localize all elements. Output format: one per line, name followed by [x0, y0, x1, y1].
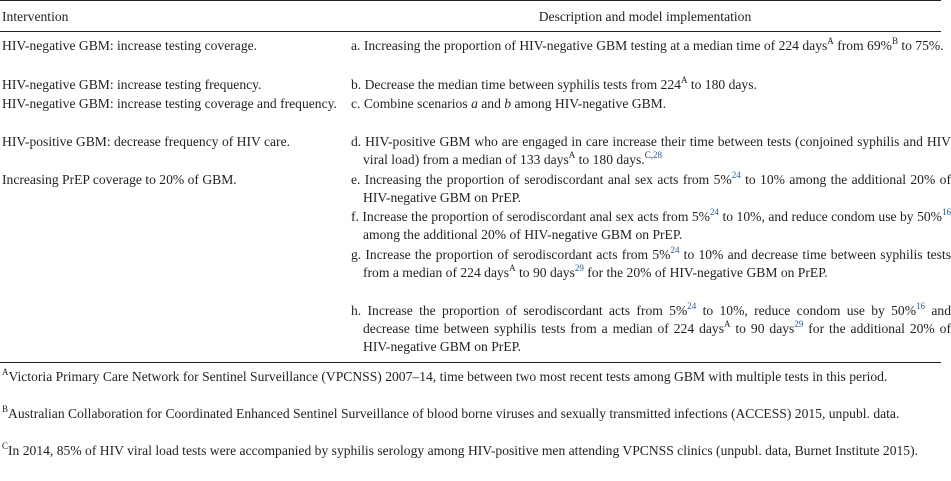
row-h-text-1: h. Increase the proportion of serodiscordant acts from 5% — [351, 303, 688, 318]
row-c-text-2: and — [477, 96, 505, 111]
row-e-description — [351, 171, 951, 207]
header-rule — [0, 31, 941, 32]
bottom-rule — [0, 362, 941, 363]
footnote-B — [2, 405, 938, 423]
row-h-description — [351, 302, 951, 356]
row-g-text-3: to 90 days — [515, 265, 575, 280]
row-f-text-1: f. Increase the proportion of serodiscordant anal sex acts from 5% — [351, 209, 711, 224]
row-e-ref-24[interactable]: 24 — [731, 170, 741, 180]
row-d-text-2: to 180 days. — [575, 152, 645, 167]
row-a-intervention: HIV-negative GBM: increase testing coverage. — [2, 38, 258, 53]
row-c-text-3: among HIV-negative GBM. — [511, 96, 667, 111]
row-f-description — [351, 208, 951, 244]
footnote-C — [2, 442, 938, 460]
footnote-B-mark: B — [2, 404, 9, 414]
footnote-C-mark: C — [2, 441, 9, 451]
row-a-text-2: from 69% — [833, 38, 892, 53]
top-rule — [0, 0, 941, 1]
row-d-text-1: d. HIV-positive GBM who are engaged in care increase their time between tests (conjoined syphilis and HIV viral load) from a median of 133 days — [351, 134, 951, 167]
header-intervention: Intervention — [2, 9, 69, 24]
row-h-ref-24[interactable]: 24 — [687, 301, 697, 311]
row-d-intervention: HIV-positive GBM: decrease frequency of HIV care. — [2, 134, 291, 149]
row-f-text-2: to 10%, and reduce condom use by 50% — [719, 209, 942, 224]
row-b-note-A: A — [680, 75, 688, 85]
row-c-text-1: c. Combine scenarios — [351, 96, 472, 111]
row-b-text-1: b. Decrease the median time between syphilis tests from 224 — [351, 77, 681, 92]
row-h-ref-29[interactable]: 29 — [794, 319, 804, 329]
row-e-text-1: e. Increasing the proportion of serodiscordant anal sex acts from 5% — [351, 172, 732, 187]
row-d-note-C: C, — [644, 150, 653, 160]
footnote-A-text: Victoria Primary Care Network for Sentinel Surveillance (VPCNSS) 2007–14, time between two most recent tests among GBM with multiple tests in this period. — [8, 369, 888, 384]
row-g-text-4: for the 20% of HIV-negative GBM on PrEP. — [583, 265, 828, 280]
row-h-text-4: to 90 days — [730, 321, 795, 336]
row-g-ref-24[interactable]: 24 — [670, 245, 680, 255]
row-a-note-A: A — [827, 36, 834, 46]
row-d-description — [351, 133, 951, 169]
row-h-text-5: for the additional 20% of HIV-negative GBM on PrEP. — [363, 321, 951, 354]
footnote-B-text: Australian Collaboration for Coordinated Enhanced Sentinel Surveillance of blood borne viruses and sexually transmitted infections (ACCESS) 2015, unpubl. data. — [8, 406, 900, 421]
row-g-note-A: A — [509, 263, 516, 273]
row-h-text-2: to 10%, reduce condom use by 50% — [696, 303, 917, 318]
row-b-text-2: to 180 days. — [687, 77, 757, 92]
header-description: Description and model implementation — [538, 9, 752, 24]
row-f-ref-24[interactable]: 24 — [710, 207, 720, 217]
footnote-A — [2, 368, 938, 386]
row-c-description — [351, 95, 951, 113]
row-h-ref-16[interactable]: 16 — [916, 301, 926, 311]
row-a-text-3: to 75%. — [897, 38, 944, 53]
row-g-text-2: to 10% and decrease time between syphilis tests from a median of 224 days — [363, 247, 951, 280]
footnote-A-mark: A — [2, 367, 9, 377]
row-g-ref-29[interactable]: 29 — [574, 263, 584, 273]
row-c-scenario-b: b — [504, 96, 512, 111]
row-e-intervention: Increasing PrEP coverage to 20% of GBM. — [2, 172, 237, 187]
row-f-text-3: among the additional 20% of HIV-negative GBM on PrEP. — [363, 227, 683, 242]
row-c-intervention: HIV-negative GBM: increase testing coverage and frequency. — [2, 96, 337, 111]
row-g-description — [351, 246, 951, 282]
row-h-note-A: A — [723, 319, 731, 329]
row-b-intervention: HIV-negative GBM: increase testing frequency. — [2, 77, 262, 92]
row-c-scenario-a: a — [471, 96, 478, 111]
row-a-description — [351, 37, 951, 55]
row-d-ref-28[interactable]: 28 — [652, 150, 662, 160]
row-f-ref-16[interactable]: 16 — [942, 207, 951, 217]
row-a-note-B: B — [891, 36, 898, 46]
row-a-text-1: a. Increasing the proportion of HIV-negative GBM testing at a median time of 224 days — [351, 38, 828, 53]
row-e-text-2: to 10% among the additional 20% of HIV-negative GBM on PrEP. — [363, 172, 951, 205]
row-b-description — [351, 76, 951, 94]
row-h-text-3: and decrease time between syphilis tests from a median of 224 days — [363, 303, 951, 336]
row-g-text-1: g. Increase the proportion of serodiscordant acts from 5% — [351, 247, 671, 262]
row-d-note-A: A — [568, 150, 576, 160]
footnote-C-text: In 2014, 85% of HIV viral load tests were accompanied by syphilis serology among HIV-positive men attending VPCNSS clinics (unpubl. data, Burnet Institute 2015). — [8, 443, 919, 458]
